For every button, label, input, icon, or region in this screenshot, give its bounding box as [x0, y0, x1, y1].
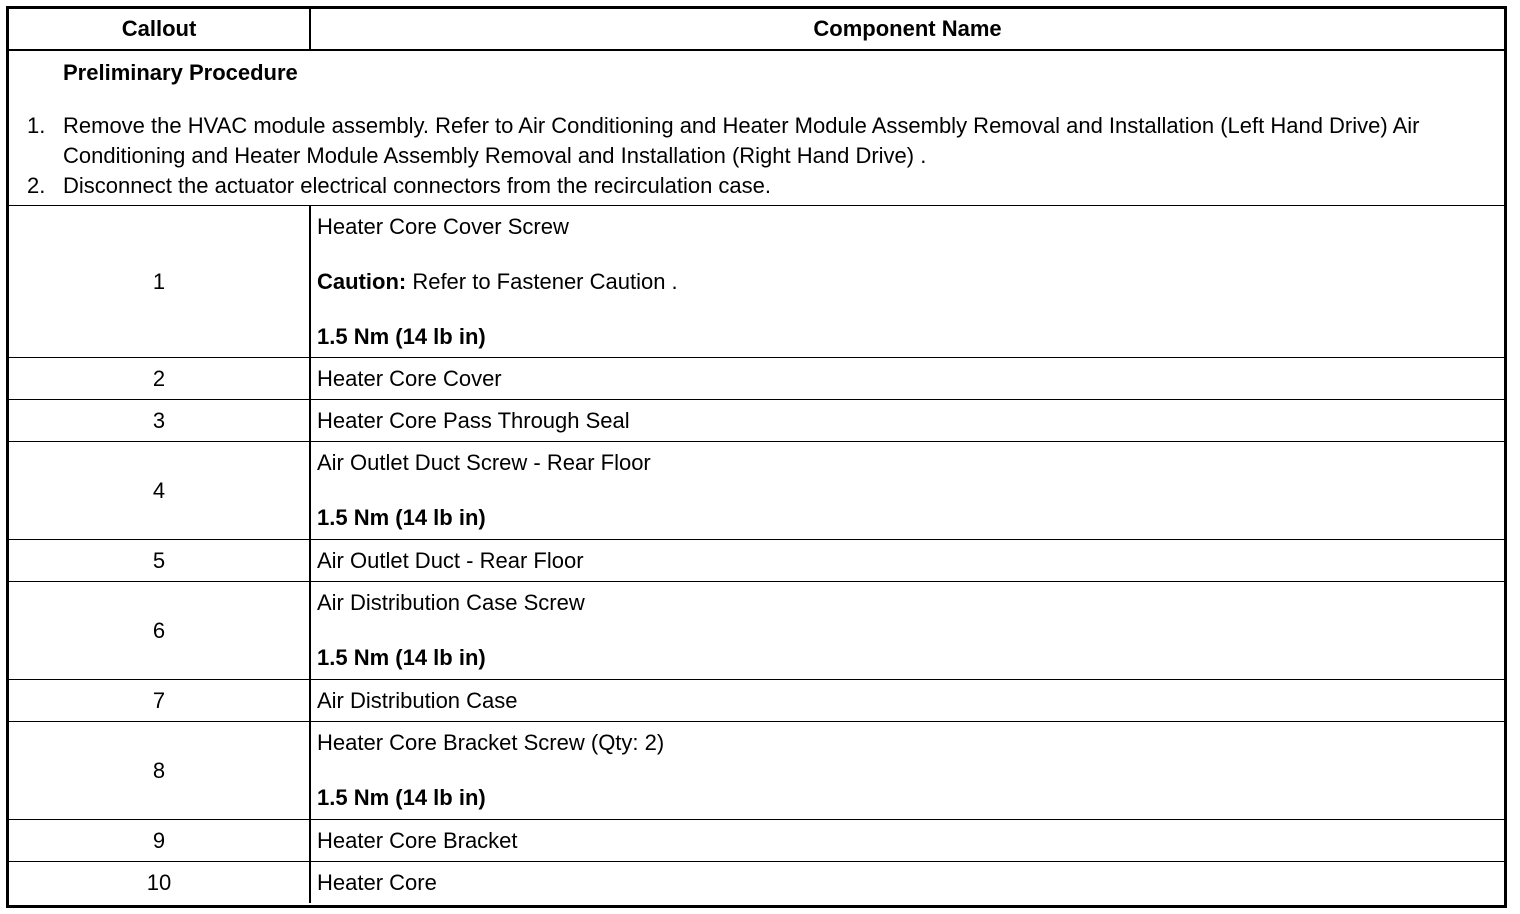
component-name: Heater Core: [310, 862, 1504, 904]
component-name: Air Distribution Case Screw: [317, 590, 585, 615]
preliminary-step: [9, 171, 1504, 201]
component-name: Air Outlet Duct Screw - Rear Floor: [317, 450, 651, 475]
component-cell: [310, 722, 1504, 820]
table-row: [9, 820, 1504, 862]
component-name: Air Distribution Case: [310, 680, 1504, 722]
component-name: Air Outlet Duct - Rear Floor: [310, 540, 1504, 582]
torque-spec: 1.5 Nm (14 lb in): [317, 645, 486, 670]
step-text: Remove the HVAC module assembly. Refer to Air Conditioning and Heater Module Assembly Removal and Installation (Left Hand Drive) Air Conditioning and Heater Module Assembly Removal and Installation (Right Hand Drive) .: [63, 113, 1420, 168]
table-row: [9, 680, 1504, 722]
step-number: 1.: [27, 113, 46, 138]
table-row: [9, 582, 1504, 680]
caution-text: Refer to Fastener Caution .: [406, 268, 678, 294]
step-text: Disconnect the actuator electrical connectors from the recirculation case.: [63, 173, 771, 198]
table-row: [9, 862, 1504, 904]
component-cell: [310, 582, 1504, 680]
table-row: [9, 358, 1504, 400]
callout-cell: 2: [9, 358, 310, 400]
component-name: Heater Core Bracket: [310, 820, 1504, 862]
preliminary-procedure-title: Preliminary Procedure: [63, 60, 298, 85]
component-cell: [310, 442, 1504, 540]
component-table: [9, 9, 1504, 903]
callout-cell: 1: [9, 206, 310, 358]
component-cell: [310, 206, 1504, 358]
caution-note: [317, 267, 1504, 297]
preliminary-procedure-cell: [9, 50, 1504, 206]
preliminary-step: [9, 111, 1504, 171]
component-table-document: [6, 6, 1507, 908]
step-number: 2.: [27, 173, 46, 198]
preliminary-steps-list: [9, 111, 1504, 201]
callout-cell: 7: [9, 680, 310, 722]
component-name-column-header: Component Name: [310, 9, 1504, 50]
callout-cell: 8: [9, 722, 310, 820]
torque-spec: 1.5 Nm (14 lb in): [317, 323, 486, 349]
torque-spec: 1.5 Nm (14 lb in): [317, 785, 486, 810]
component-name: Heater Core Pass Through Seal: [310, 400, 1504, 442]
component-name: Heater Core Cover: [310, 358, 1504, 400]
callout-cell: 6: [9, 582, 310, 680]
table-row: [9, 206, 1504, 358]
table-row: [9, 540, 1504, 582]
caution-label: Caution:: [317, 268, 407, 294]
callout-cell: 9: [9, 820, 310, 862]
table-row: [9, 442, 1504, 540]
torque-spec: 1.5 Nm (14 lb in): [317, 505, 486, 530]
table-header-row: [9, 9, 1504, 50]
table-row: [9, 722, 1504, 820]
callout-cell: 5: [9, 540, 310, 582]
table-row: [9, 400, 1504, 442]
callout-cell: 3: [9, 400, 310, 442]
component-name: Heater Core Cover Screw: [317, 213, 569, 239]
callout-column-header: Callout: [9, 9, 310, 50]
callout-cell: 4: [9, 442, 310, 540]
callout-cell: 10: [9, 862, 310, 904]
component-name: Heater Core Bracket Screw (Qty: 2): [317, 730, 665, 755]
preliminary-procedure-row: [9, 50, 1504, 206]
